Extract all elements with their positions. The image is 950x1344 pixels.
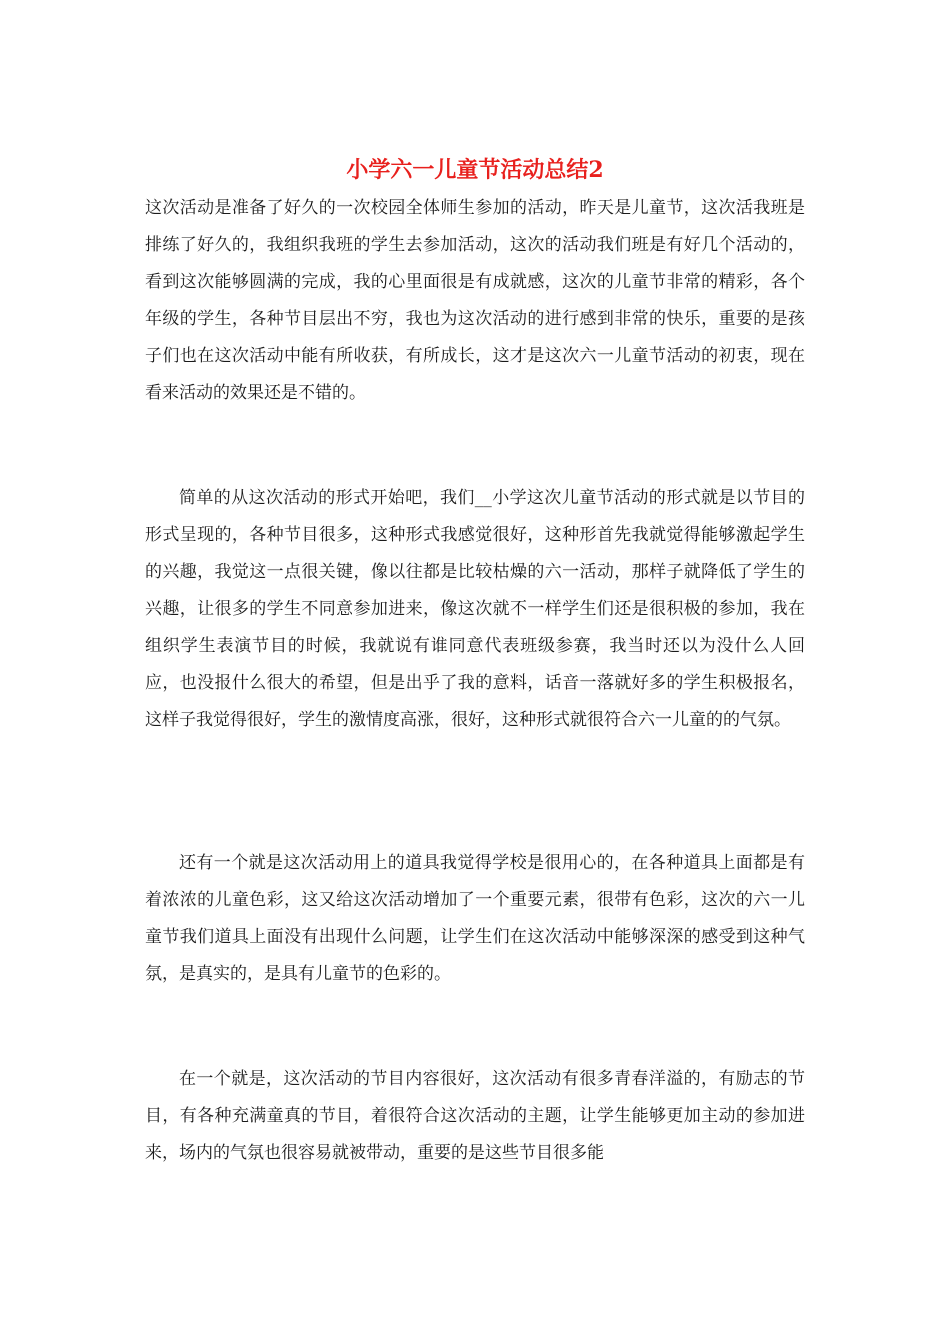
paragraph-2: 简单的从这次活动的形式开始吧，我们__小学这次儿童节活动的形式就是以节目的形式呈现的，各种节目很多，这种形式我感觉很好，这种形首先我就觉得能够激起学生的兴趣，我觉这一点很关键，像以往都是比较枯燥的六一活动，那样子就降低了学生的兴趣，让很多的学生不同意参加进来，像这次就不一样学生们还是很积极的参加，我在组织学生表演节目的时候，我就说有谁同意代表班级参赛，我当时还以为没什么人回应，也没报什么很大的希望，但是出乎了我的意料，话音一落就好多的学生积极报名，这样子我觉得很好，学生的激情度高涨，很好，这种形式就很符合六一儿童的的气氛。 xyxy=(145,488,805,730)
document-title: 小学六一儿童节活动总结2 xyxy=(346,157,604,183)
paragraph-4: 在一个就是，这次活动的节目内容很好，这次活动有很多青春洋溢的，有励志的节目，有各种充满童真的节目，着很符合这次活动的主题，让学生能够更加主动的参加进来，场内的气氛也很容易就被带动，重要的是这些节目很多能 xyxy=(145,1069,805,1163)
paragraph-1: 这次活动是准备了好久的一次校园全体师生参加的活动，昨天是儿童节，这次活我班是排练了好久的，我组织我班的学生去参加活动，这次的活动我们班是有好几个活动的，看到这次能够圆满的完成，我的心里面很是有成就感，这次的儿童节非常的精彩，各个年级的学生，各种节目层出不穷，我也为这次活动的进行感到非常的快乐，重要的是孩子们也在这次活动中能有所收获，有所成长，这才是这次六一儿童节活动的初衷，现在看来活动的效果还是不错的。 xyxy=(145,198,805,403)
paragraph-3: 还有一个就是这次活动用上的道具我觉得学校是很用心的，在各种道具上面都是有着浓浓的儿童色彩，这又给这次活动增加了一个重要元素，很带有色彩，这次的六一儿童节我们道具上面没有出现什么问题，让学生们在这次活动中能够深深的感受到这种气氛，是真实的，是具有儿童节的色彩的。 xyxy=(145,853,805,984)
